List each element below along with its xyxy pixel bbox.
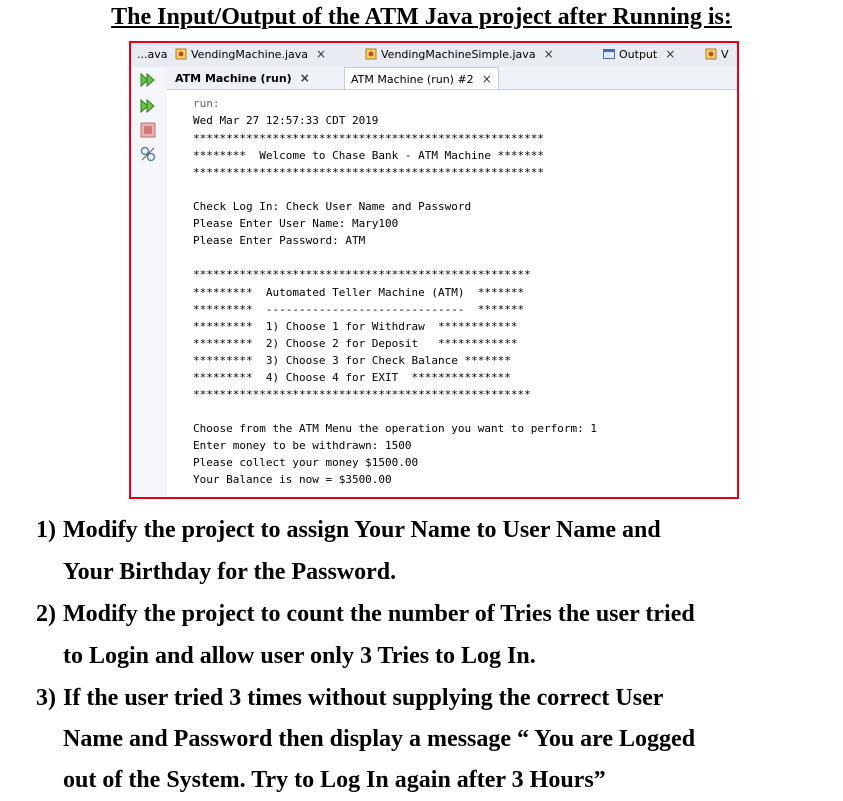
console-line: ********* 3) Choose 3 for Check Balance ******* bbox=[193, 354, 511, 367]
console-line: ***************************************************** bbox=[193, 166, 544, 179]
console-line: Choose from the ATM Menu the operation you want to perform: 1 bbox=[193, 422, 597, 435]
console-line: *************************************************** bbox=[193, 388, 531, 401]
console-line: Please Enter Password: ATM bbox=[193, 234, 366, 247]
console-line: Please Enter User Name: Mary100 bbox=[193, 217, 399, 230]
console-line: ***************************************************** bbox=[193, 132, 544, 145]
close-icon[interactable]: × bbox=[481, 72, 492, 86]
tab-v-truncated[interactable]: V bbox=[705, 43, 729, 66]
console-line: Enter money to be withdrawn: 1500 bbox=[193, 439, 412, 452]
tab-vendingmachine-java[interactable]: VendingMachine.java × bbox=[175, 43, 326, 66]
rerun-with-params-icon[interactable] bbox=[139, 97, 157, 115]
output-toolbar bbox=[131, 67, 167, 497]
console-line: ********* 4) Choose 4 for EXIT *************** bbox=[193, 371, 511, 384]
console-line: ********* 2) Choose 2 for Deposit ************ bbox=[193, 337, 518, 350]
rerun-icon[interactable] bbox=[139, 71, 157, 89]
tab-truncated[interactable]: ...ava bbox=[137, 48, 168, 61]
page-title: The Input/Output of the ATM Java project after Running is: bbox=[111, 4, 732, 30]
instruction-number: 1) bbox=[36, 517, 56, 543]
java-file-icon bbox=[705, 48, 717, 60]
tab-atm-machine-run[interactable]: ATM Machine (run) × bbox=[175, 71, 310, 85]
instruction-line: Your Birthday for the Password. bbox=[63, 559, 397, 585]
console-line: Check Log In: Check User Name and Password bbox=[193, 200, 472, 213]
console-line: ******** Welcome to Chase Bank - ATM Machine ******* bbox=[193, 149, 544, 162]
settings-icon[interactable] bbox=[139, 145, 157, 163]
instruction-line: If the user tried 3 times without supplying the correct User bbox=[63, 685, 664, 711]
tab-atm-machine-run-2[interactable]: ATM Machine (run) #2 × bbox=[344, 67, 499, 89]
output-window-icon bbox=[603, 48, 615, 60]
console-line: ********* 1) Choose 1 for Withdraw ************ bbox=[193, 320, 518, 333]
tab-vendingmachinesimple-java[interactable]: VendingMachineSimple.java × bbox=[365, 43, 554, 66]
close-icon[interactable]: × bbox=[665, 47, 676, 61]
console-line: ********* Automated Teller Machine (ATM) ******* bbox=[193, 286, 525, 299]
close-icon[interactable]: × bbox=[316, 47, 327, 61]
stop-icon[interactable] bbox=[139, 121, 157, 139]
instruction-line: Modify the project to assign Your Name to User Name and bbox=[63, 517, 661, 543]
run-tab-bar bbox=[167, 67, 737, 90]
instruction-number: 3) bbox=[36, 685, 56, 711]
instruction-line: to Login and allow user only 3 Tries to Log In. bbox=[63, 643, 536, 669]
instruction-line: out of the System. Try to Log In again after 3 Hours” bbox=[63, 767, 606, 793]
ide-output-window bbox=[129, 41, 739, 499]
instruction-line: Modify the project to count the number of Tries the user tried bbox=[63, 601, 695, 627]
instruction-line: Name and Password then display a message “ You are Logged bbox=[63, 726, 696, 752]
console-line: *************************************************** bbox=[193, 268, 531, 281]
java-file-icon bbox=[365, 48, 377, 60]
close-icon[interactable]: × bbox=[543, 47, 554, 61]
console-line: Your Balance is now = $3500.00 bbox=[193, 473, 392, 486]
tab-output[interactable]: Output × bbox=[603, 43, 675, 66]
close-icon[interactable]: × bbox=[299, 71, 310, 85]
console-output bbox=[167, 90, 737, 495]
java-file-icon bbox=[175, 48, 187, 60]
console-line: Wed Mar 27 12:57:33 CDT 2019 bbox=[193, 114, 379, 127]
instruction-number: 2) bbox=[36, 601, 56, 627]
editor-tab-bar bbox=[131, 43, 737, 68]
console-line: Please collect your money $1500.00 bbox=[193, 456, 419, 469]
console-line: ********* ------------------------------ ******* bbox=[193, 303, 525, 316]
console-line: run: bbox=[193, 97, 220, 110]
